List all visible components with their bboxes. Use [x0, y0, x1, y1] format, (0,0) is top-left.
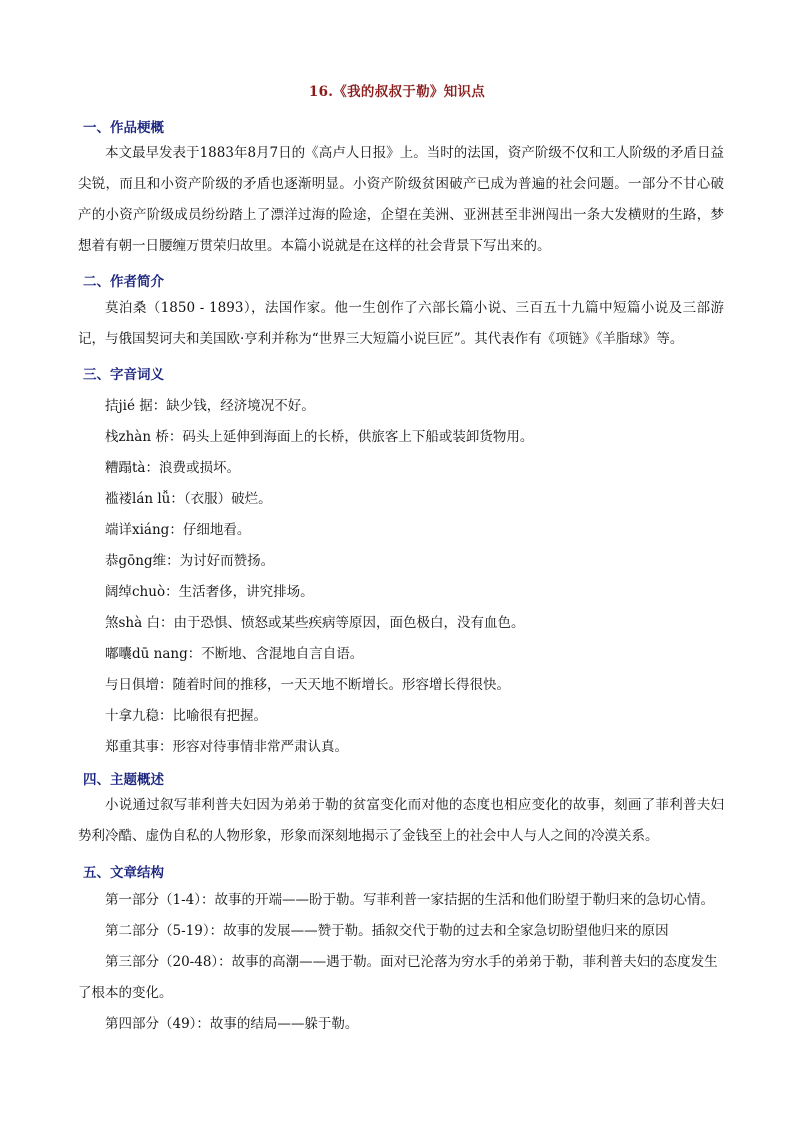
vocab-item: 煞shà 白：由于恐惧、愤怒或某些疾病等原因，面色极白，没有血色。	[105, 615, 525, 631]
vocab-item: 与日俱增：随着时间的推移，一天天地不断增长。形容增长得很快。	[105, 677, 510, 693]
vocab-item: 十拿九稳：比喻很有把握。	[105, 708, 267, 724]
structure-part: 第四部分（49）：故事的结局——躲于勒。	[105, 1016, 359, 1032]
section-heading-theme: 四、主题概述	[83, 772, 164, 788]
vocab-item: 恭gōng维：为讨好而赞扬。	[105, 553, 275, 569]
vocab-item: 嘟囔dū nang：不断地、含混地自言自语。	[105, 646, 364, 662]
section-heading-author: 二、作者简介	[83, 274, 164, 290]
document-title: 16.《我的叔叔于勒》知识点	[308, 84, 486, 100]
vocab-item: 阔绰chuò：生活奢侈，讲究排场。	[105, 584, 314, 600]
section-heading-structure: 五、文章结构	[83, 865, 164, 881]
author-paragraph: 莫泊桑（1850 - 1893），法国作家。他一生创作了六部长篇小说、三百五十九篇中短篇小说及三部游记，与俄国契诃夫和美国欧·亨利并称为“世界三大短篇小说巨匠”。其代表作有《项链》《羊脂球》等。	[78, 300, 724, 347]
vocab-item: 糟蹋tà：浪费或损坏。	[105, 460, 240, 476]
vocab-item: 郑重其事：形容对待事情非常严肃认真。	[105, 739, 348, 755]
vocab-item: 栈zhàn 桥：码头上延伸到海面上的长桥，供旅客上下船或装卸货物用。	[105, 429, 534, 445]
vocab-item: 拮jié 据：缺少钱，经济境况不好。	[105, 398, 315, 414]
vocab-item: 端详xiáng：仔细地看。	[105, 522, 251, 538]
section-heading-summary: 一、作品梗概	[83, 120, 164, 136]
summary-paragraph: 本文最早发表于1883年8月7日的《高卢人日报》上。当时的法国，资产阶级不仅和工人阶级的矛盾日益尖锐，而且和小资产阶级的矛盾也逐渐明显。小资产阶级贫困破产已成为普遍的社会问题。一部分不甘心破产的小资产阶级成员纷纷踏上了漂洋过海的险途，企望在美洲、亚洲甚至非洲闯出一条大发横财的生路，梦想着有朝一日腰缠万贯荣归故里。本篇小说就是在这样的社会背景下写出来的。	[78, 145, 724, 254]
section-heading-vocab: 三、字音词义	[83, 367, 164, 383]
structure-part: 第二部分（5-19）：故事的发展——赞于勒。插叙交代于勒的过去和全家急切盼望他归来的原因	[105, 923, 669, 939]
structure-part: 第一部分（1-4）：故事的开端——盼于勒。写菲利普一家拮据的生活和他们盼望于勒归来的急切心情。	[105, 892, 714, 908]
vocab-item: 褴褛lán lǚ：（衣服）破烂。	[105, 491, 272, 507]
structure-part: 第三部分（20-48）：故事的高潮——遇于勒。面对已沦落为穷水手的弟弟于勒，菲利普夫妇的态度发生了根本的变化。	[78, 954, 718, 1001]
theme-paragraph: 小说通过叙写菲利普夫妇因为弟弟于勒的贫富变化而对他的态度也相应变化的故事，刻画了菲利普夫妇势利冷酷、虚伪自私的人物形象，形象而深刻地揭示了金钱至上的社会中人与人之间的冷漠关系。	[78, 797, 724, 844]
